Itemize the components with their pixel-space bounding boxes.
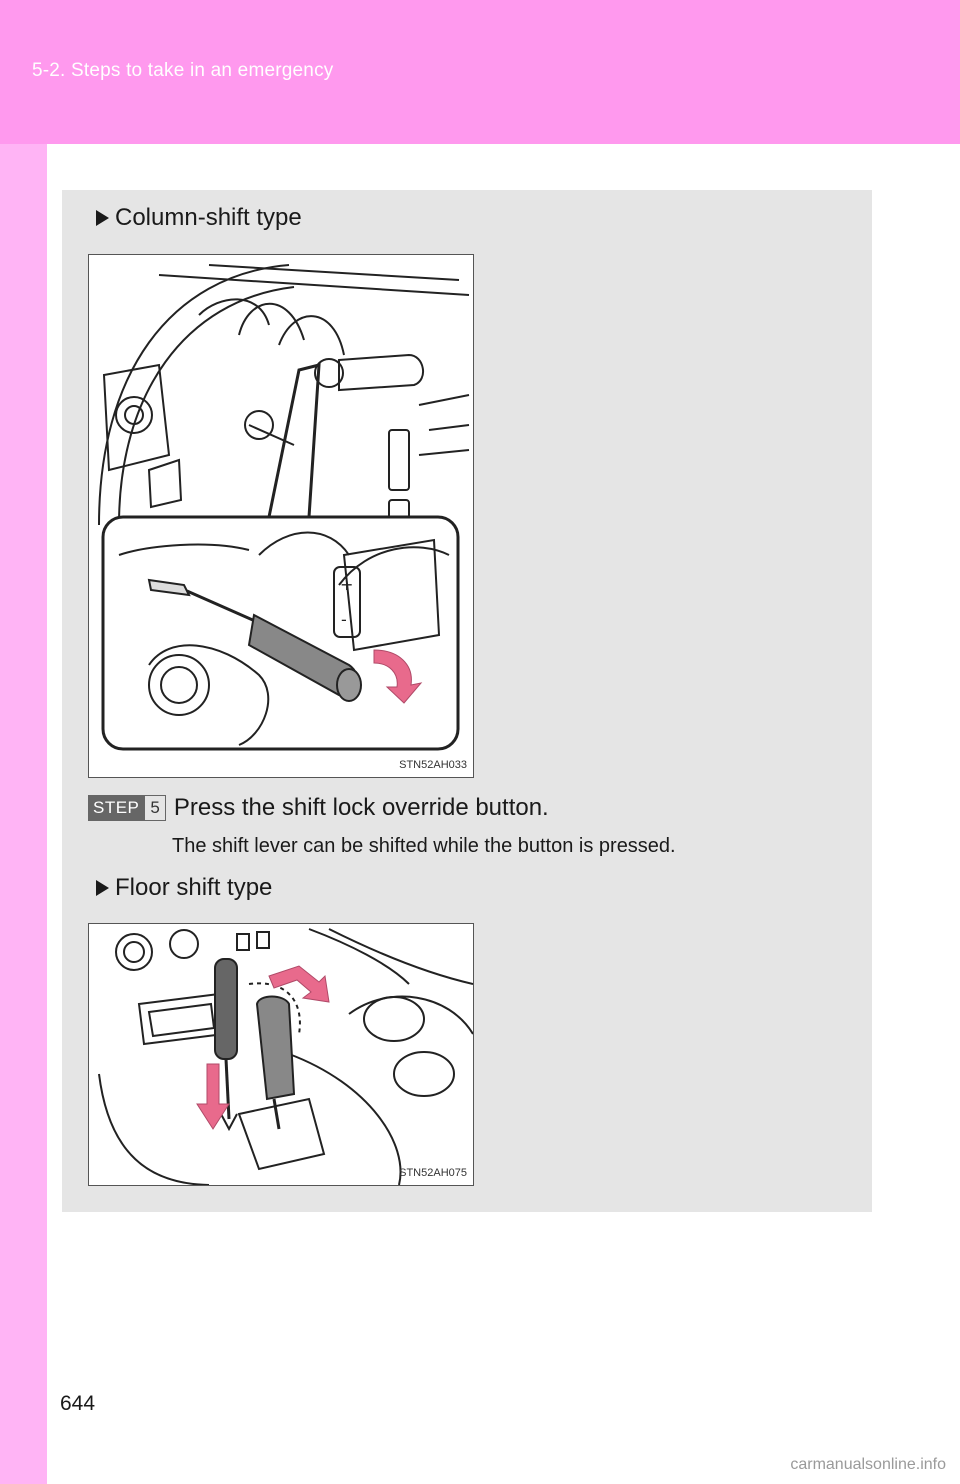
floor-shift-illustration bbox=[88, 923, 474, 1186]
triangle-bullet-icon bbox=[96, 880, 109, 896]
floor-shift-figure-code: STN52AH075 bbox=[399, 1167, 467, 1179]
watermark: carmanualsonline.info bbox=[790, 1456, 946, 1473]
svg-text:+: + bbox=[340, 575, 354, 594]
floor-shift-heading bbox=[96, 874, 272, 902]
step-badge-number: 5 bbox=[144, 795, 165, 821]
column-shift-illustration bbox=[88, 254, 474, 778]
floor-shift-drawing bbox=[89, 924, 473, 1185]
svg-text:-: - bbox=[341, 610, 347, 629]
section-title: 5-2. Steps to take in an emergency bbox=[32, 60, 334, 81]
column-shift-drawing bbox=[89, 255, 473, 777]
column-shift-figure-code: STN52AH033 bbox=[399, 759, 467, 771]
step-badge-word: STEP bbox=[88, 795, 144, 821]
step-instruction: Press the shift lock override button. bbox=[173, 794, 549, 821]
floor-shift-label: Floor shift type bbox=[115, 874, 273, 901]
page-number: 644 bbox=[60, 1392, 96, 1415]
step-description: The shift lever can be shifted while the button is pressed. bbox=[172, 835, 676, 857]
step-badge bbox=[88, 795, 166, 821]
step-5-row bbox=[88, 794, 549, 822]
header-band bbox=[0, 0, 960, 144]
triangle-bullet-icon bbox=[96, 210, 109, 226]
side-band bbox=[0, 144, 47, 1484]
column-shift-label: Column-shift type bbox=[115, 204, 302, 231]
column-shift-heading bbox=[96, 204, 302, 232]
